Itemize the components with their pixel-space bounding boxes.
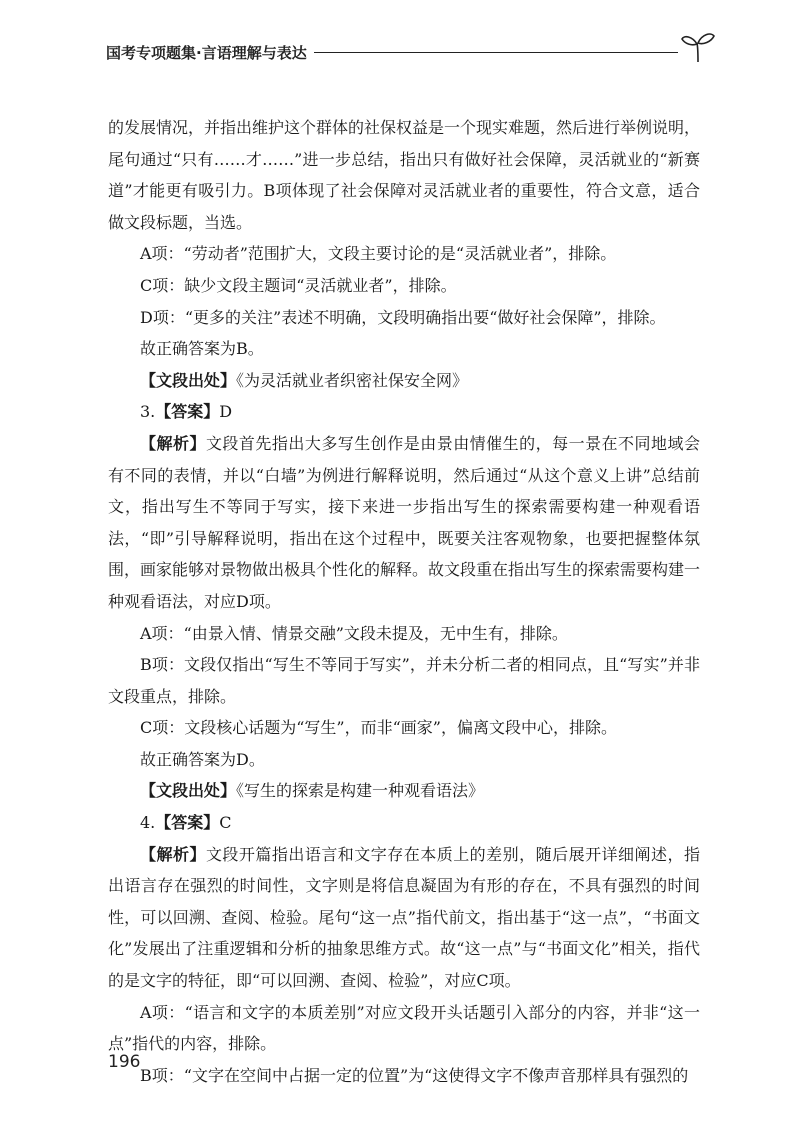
paragraph (108, 365, 700, 397)
question-number: 4. (140, 813, 156, 833)
paragraph (108, 649, 700, 712)
paragraph-text: C (219, 813, 232, 833)
paragraph-text: 文段首先指出大多写生创作是由景由情催生的，每一景在不同地域会有不同的表情，并以“白墙”为例进行解释说明，然后通过“从这个意义上讲”总结前文，指出写生不等同于写实，接下来进一步指出写生的探索需要构建一种观看语法，“即”引导解释说明，指出在这个过程中，既要关注客观物象，也要把握整体氛围，画家能够对景物做出极具个性化的解释。故文段重在指出写生的探索需要构建一种观看语法，对应D项。 (108, 433, 701, 611)
section-label: 【解析】 (140, 433, 206, 453)
section-label: 【文段出处】 (140, 370, 237, 390)
paragraph-text: 文段开篇指出语言和文字存在本质上的差别，随后展开详细阐述，指出语言存在强烈的时间性，文字则是将信息凝固为有形的存在，不具有强烈的时间性，可以回溯、查阅、检验。尾句“这一点”指代前文，指出基于“这一点”，“书面文化”发展出了注重逻辑和分析的抽象思维方式。故“这一点”与“书面文化”相关，指代的是文字的特征，即“可以回溯、查阅、检验”，对应C项。 (108, 844, 700, 991)
paragraph (108, 238, 700, 270)
paragraph-text: D (219, 402, 233, 422)
section-label: 【答案】 (155, 402, 220, 422)
paragraph (108, 997, 700, 1060)
page-header (106, 30, 716, 70)
paragraph-text: A项：“语言和文字的本质差别”对应文段开头话题引入部分的内容，并非“这一点”指代的内容，排除。 (108, 1002, 700, 1054)
paragraph (108, 302, 700, 334)
paragraph-text: C项：文段核心话题为“写生”，而非“画家”，偏离文段中心，排除。 (140, 718, 617, 738)
sprout-icon (680, 30, 716, 64)
section-label: 【文段出处】 (140, 781, 237, 801)
paragraph (108, 618, 700, 650)
paragraph (108, 428, 700, 618)
paragraph-text: A项：“由景入情、情景交融”文段未提及，无中生有，排除。 (140, 623, 568, 643)
page-number: 196 (108, 1052, 141, 1072)
paragraph (108, 744, 700, 776)
paragraph-text: 的发展情况，并指出维护这个群体的社保权益是一个现实难题，然后进行举例说明，尾句通过“只有……才……”进一步总结，指出只有做好社会保障，灵活就业的“新赛道”才能更有吸引力。B项体现了社会保障对灵活就业者的重要性，符合文意，适合做文段标题，当选。 (108, 118, 701, 232)
paragraph (108, 807, 700, 839)
paragraph (108, 396, 700, 428)
header-rule (314, 52, 678, 53)
paragraph (108, 333, 700, 365)
paragraph-text: D项：“更多的关注”表述不明确，文段明确指出要“做好社会保障”，排除。 (140, 307, 666, 327)
paragraph (108, 1060, 700, 1092)
section-label: 【答案】 (155, 813, 220, 833)
paragraph (108, 112, 700, 238)
question-number: 3. (140, 402, 156, 422)
paragraph-text: B项：文段仅指出“写生不等同于写实”，并未分析二者的相同点，且“写实”并非文段重点，排除。 (108, 655, 700, 706)
paragraph-text: C项：缺少文段主题词“灵活就业者”，排除。 (140, 275, 457, 295)
running-title: 国考专项题集·言语理解与表达 (106, 44, 307, 62)
paragraph (108, 775, 700, 807)
paragraph-text: B项：“文字在空间中占据一定的位置”为“这使得文字不像声音那样具有强烈的 (140, 1065, 689, 1085)
paragraph-text: 《为灵活就业者织密社保安全网》 (236, 370, 469, 390)
paragraph-text: 《写生的探索是构建一种观看语法》 (236, 781, 485, 801)
section-label: 【解析】 (140, 844, 206, 864)
paragraph-text: 故正确答案为D。 (140, 749, 265, 769)
paragraph (108, 712, 700, 744)
paragraph (108, 270, 700, 302)
paragraph-text: 故正确答案为B。 (140, 339, 264, 359)
paragraph (108, 839, 700, 997)
paragraph-text: A项：“劳动者”范围扩大，文段主要讨论的是“灵活就业者”，排除。 (140, 244, 617, 264)
body-text (108, 112, 700, 1091)
